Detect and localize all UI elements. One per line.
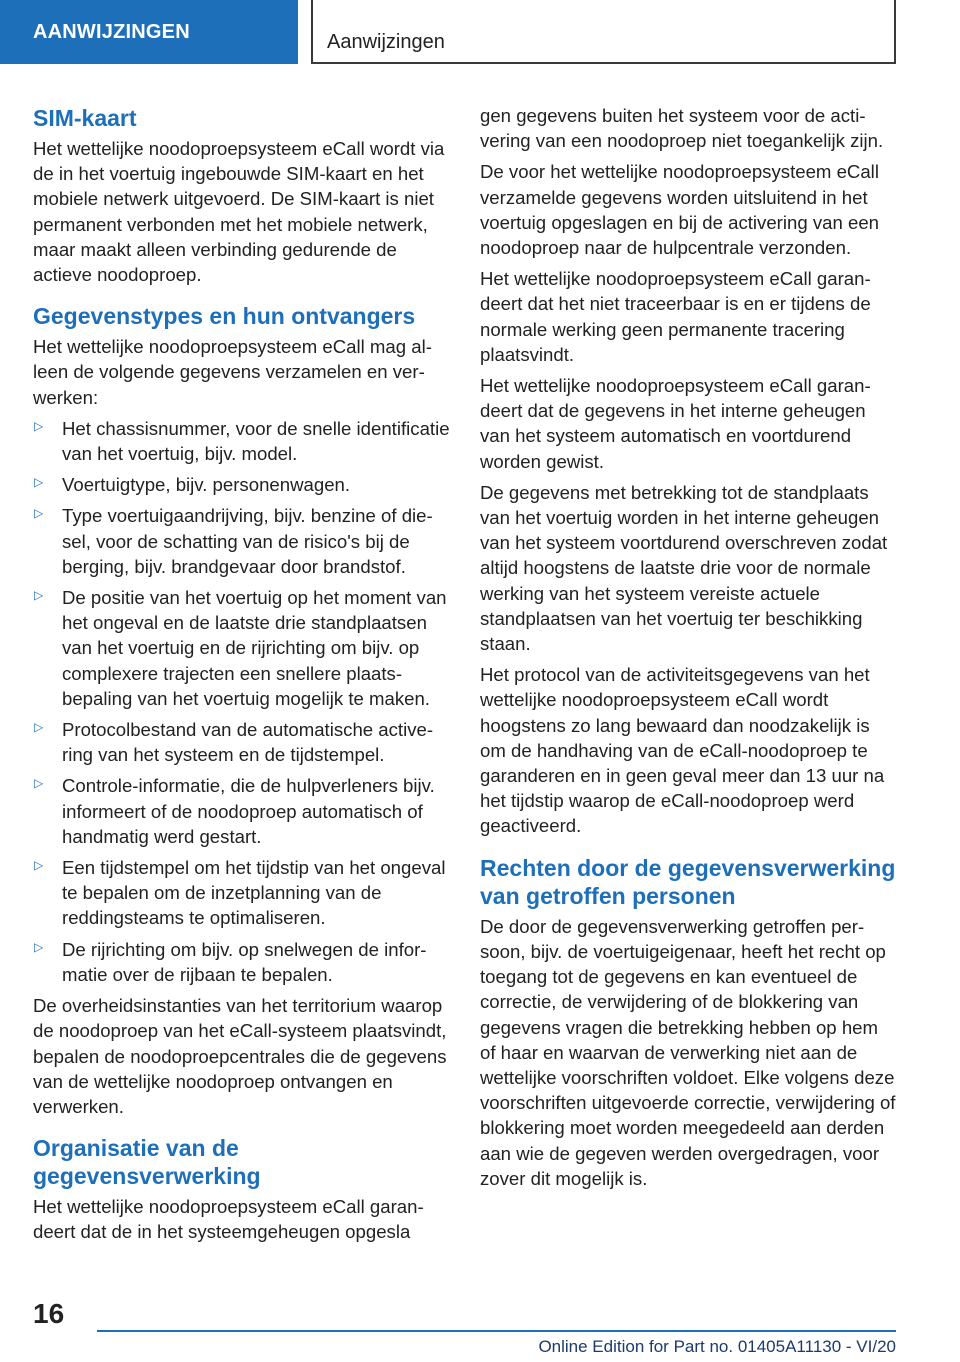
triangle-bullet-icon: ▷ bbox=[34, 858, 44, 873]
triangle-bullet-icon: ▷ bbox=[34, 418, 44, 433]
list-item bbox=[33, 503, 451, 579]
list-item-text: Voertuigtype, bijv. personenwagen. bbox=[62, 474, 351, 496]
left-column bbox=[33, 98, 451, 1251]
triangle-bullet-icon: ▷ bbox=[34, 475, 44, 490]
paragraph-rechten: De door de gegevensverwerking getroffen persoon, bijv. de voertuigeigenaar, heeft het recht op toegang tot de gegevens en kan eventueel de correctie, de verwijdering of de blokkering van gegevens vragen die betrekking hebben op hem of haar en waarvan de verwerking niet aan de wettelijke voorschriften voldoet. Elke volgens deze voorschriften uitgevoerde correctie, verwijdering of blokkering moet worden meegedeeld aan derden aan wie de gegeven werden overgedragen, voor zover dit mogelijk is. bbox=[480, 915, 896, 1189]
paragraph-erasure: Het wettelijke noodoproepsysteem eCall garandeert dat de gegevens in het interne geheugen van het systeem automatisch en voortdurend worden gewist. bbox=[480, 375, 871, 472]
paragraph-location: De gegevens met betrekking tot de standplaats van het voertuig worden in het interne geheugen van het systeem voortdurend overschreven zodat altijd hoogstens de laatste drie voor de normale werking van het systeem vereiste actuele standplaatsen van het voertuig ter beschikking staan. bbox=[480, 481, 888, 655]
list-item-text: Type voertuigaandrijving, bijv. benzine of diesel, voor de schatting van de risico's bij de berging, bijv. brandgevaar door brandstof. bbox=[62, 505, 433, 577]
list-item bbox=[33, 717, 451, 767]
list-item-text: Een tijdstempel om het tijdstip van het ongeval te bepalen om de inzetplanning van de reddingsteams te optimaliseren. bbox=[62, 857, 446, 929]
heading-rechten: Rechten door de gegevensverwerking van getroffen personen bbox=[480, 854, 896, 909]
list-item-text: Controle-informatie, die de hulpverleners bijv. informeert of de noodoproep automatisch of handmatig werd gestart. bbox=[62, 775, 435, 847]
triangle-bullet-icon: ▷ bbox=[34, 506, 44, 521]
paragraph-authorities: De overheidsinstanties van het territorium waarop de noodoproep van het eCall-systeem plaatsvindt, bepalen de noodoproepcentrales die de gegevens van de wettelijke noodoproep ontvangen en verwerken. bbox=[33, 995, 447, 1117]
heading-organisatie: Organisatie van de gegevensverwerking bbox=[33, 1135, 261, 1190]
list-item-text: De rijrichting om bijv. op snelwegen de informatie over de rijbaan te bepalen. bbox=[62, 938, 427, 985]
list-item bbox=[33, 855, 451, 931]
list-item-text: De positie van het voertuig op het moment van het ongeval en de laatste drie standplaatsen van het voertuig en de rijrichting om bijv. op complexere trajecten een snellere plaatsbepaling van het voertuig mogelijk te maken. bbox=[62, 587, 447, 709]
list-item bbox=[33, 416, 451, 466]
list-item bbox=[33, 585, 451, 711]
heading-gegevenstypes: Gegevenstypes en hun ontvangers bbox=[33, 303, 416, 330]
triangle-bullet-icon: ▷ bbox=[34, 939, 44, 954]
list-item bbox=[33, 773, 451, 849]
paragraph-organisatie: Het wettelijke noodoproepsysteem eCall garandeert dat de in het systeemgeheugen opgesla bbox=[33, 1196, 424, 1243]
paragraph-protocol: Het protocol van de activiteitsgegevens van het wettelijke noodoproepsysteem eCall wordt hoogstens zo lang bewaard dan noodzakelijk is om de handhaving van de eCall-noodoproep te garanderen en in geen geval meer dan 13 uur na het tijdstip waarop de eCall-noodoproep werd geactiveerd. bbox=[480, 664, 885, 837]
paragraph-types-intro: Het wettelijke noodoproepsysteem eCall mag alleen de volgende gegevens verzamelen en verwerken: bbox=[33, 336, 432, 408]
chapter-title: Aanwijzingen bbox=[327, 31, 445, 53]
paragraph-tracking: Het wettelijke noodoproepsysteem eCall garandeert dat het niet traceerbaar is en er tijdens de normale werking geen permanente tracering plaatsvindt. bbox=[480, 268, 871, 365]
triangle-bullet-icon: ▷ bbox=[34, 776, 44, 791]
paragraph-sim: Het wettelijke noodoproepsysteem eCall wordt via de in het voertuig ingebouwde SIM-kaart en het mobiele netwerk uitgevoerd. De SIM-kaart is niet permanent verbonden met het mobiele netwerk, maar maakt alleen verbinding gedurende de actieve noodoproep. bbox=[33, 138, 445, 286]
right-column bbox=[480, 103, 898, 1197]
paragraph-continued: gen gegevens buiten het systeem voor de activering van een noodoproep niet toegankelijk zijn. bbox=[480, 105, 884, 152]
triangle-bullet-icon: ▷ bbox=[34, 720, 44, 735]
chapter-header bbox=[311, 0, 896, 64]
data-types-list bbox=[33, 416, 451, 987]
edition-footer: Online Edition for Part no. 01405A11130 - VI/20 bbox=[538, 1337, 896, 1356]
heading-sim-kaart: SIM-kaart bbox=[33, 105, 137, 131]
list-item bbox=[33, 472, 451, 497]
list-item bbox=[33, 937, 451, 987]
footer-divider bbox=[97, 1330, 896, 1332]
triangle-bullet-icon: ▷ bbox=[34, 588, 44, 603]
list-item-text: Protocolbestand van de automatische activering van het systeem en de tijdstempel. bbox=[62, 719, 434, 766]
paragraph-storage: De voor het wettelijke noodoproepsysteem eCall verzamelde gegevens worden uitsluitend in het voertuig opgeslagen en bij de activering van een noodoproep naar de hulpcentrale verzonden. bbox=[480, 161, 880, 259]
section-tab: AANWIJZINGEN bbox=[0, 0, 298, 64]
page-number: 16 bbox=[33, 1298, 65, 1329]
list-item-text: Het chassisnummer, voor de snelle identificatie van het voertuig, bijv. model. bbox=[62, 417, 450, 465]
